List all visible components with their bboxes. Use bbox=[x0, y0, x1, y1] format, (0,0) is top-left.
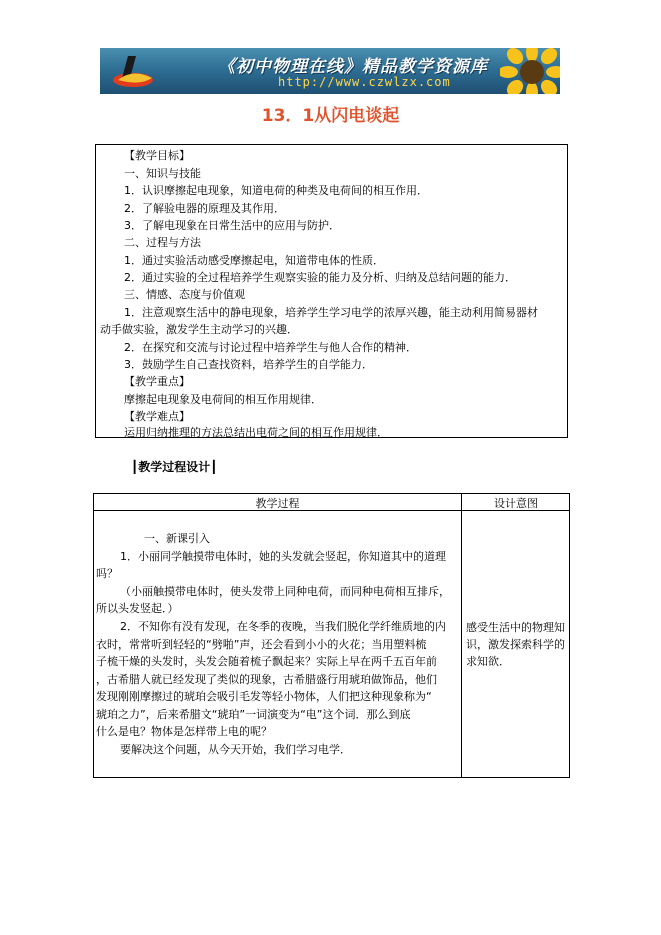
objective-line: 动手做实验，激发学生主动学习的兴趣． bbox=[100, 323, 298, 336]
process-line: 要解决这个问题，从今天开始，我们学习电学． bbox=[120, 743, 351, 756]
objective-line: 三、情感、态度与价值观 bbox=[124, 288, 245, 301]
process-line: 子梳干燥的头发时，头发会随着梳子飘起来？实际上早在两千五百年前 bbox=[96, 655, 437, 668]
objective-line: 2．通过实验的全过程培养学生观察实验的能力及分析、归纳及总结问题的能力． bbox=[124, 271, 516, 284]
objectives-heading: 【教学目标】 bbox=[124, 149, 190, 162]
process-line: 衣时，常常听到轻轻的“劈啪”声，还会看到小小的火花；当用塑料梳 bbox=[96, 638, 427, 651]
key-point-heading: 【教学重点】 bbox=[124, 375, 190, 388]
banner-title: 《初中物理在线》精品教学资源库 bbox=[218, 57, 488, 77]
section-heading: ┃教学过程设计┃ bbox=[131, 460, 218, 474]
process-line: 2．不知你有没有发现，在冬季的夜晚，当我们脱化学纤维质地的内 bbox=[120, 620, 446, 633]
objective-line: 2．在探究和交流与讨论过程中培养学生与他人合作的精神． bbox=[124, 341, 417, 354]
objective-line: 1．通过实验活动感受摩擦起电，知道带电体的性质． bbox=[124, 254, 384, 267]
objective-line: 3．了解电现象在日常生活中的应用与防护． bbox=[124, 219, 340, 232]
process-column-header: 教学过程 bbox=[255, 497, 300, 510]
sunflower-icon bbox=[500, 48, 560, 94]
document-title: 13．1从闪电谈起 bbox=[261, 106, 400, 126]
process-line: 所以头发竖起．） bbox=[96, 602, 179, 615]
design-intent-text: 感受生活中的物理知识，激发探索科学的求知欲． bbox=[466, 621, 565, 668]
process-line: 发现刚刚摩擦过的琥珀会吸引毛发等轻小物体，人们把这种现象称为“ bbox=[96, 690, 432, 703]
process-line: （小丽触摸带电体时，使头发带上同种电荷，而同种电荷相互排斥， bbox=[120, 585, 450, 598]
process-line: 1．小丽同学触摸带电体时，她的头发就会竖起，你知道其中的道理 bbox=[120, 550, 446, 563]
objective-line: 2．了解验电器的原理及其作用． bbox=[124, 202, 285, 215]
header-banner bbox=[100, 48, 560, 94]
objective-line: 3．鼓励学生自己查找资料，培养学生的自学能力． bbox=[124, 358, 373, 371]
logo-icon bbox=[110, 52, 156, 90]
intent-column-header: 设计意图 bbox=[494, 497, 538, 510]
key-point-text: 摩擦起电现象及电荷间的相互作用规律． bbox=[124, 393, 322, 406]
objective-line: 二、过程与方法 bbox=[124, 236, 201, 249]
objective-line: 一、知识与技能 bbox=[124, 167, 201, 180]
banner-url: http://www.czwlzx.com bbox=[278, 75, 451, 89]
column-divider bbox=[461, 494, 462, 777]
objective-line: 1．注意观察生活中的静电现象，培养学生学习电学的浓厚兴趣，能主动利用简易器材 bbox=[124, 306, 538, 319]
difficulty-text: 运用归纳推理的方法总结出电荷之间的相互作用规律． bbox=[124, 426, 388, 439]
process-line: 琥珀之力”，后来希腊文“琥珀”一词演变为“电”这个词．那么到底 bbox=[96, 708, 411, 721]
process-line: ，古希腊人就已经发现了类似的现象，古希腊盛行用琥珀做饰品，他们 bbox=[96, 673, 437, 686]
process-line: 吗？ bbox=[96, 567, 118, 580]
objectives-box bbox=[95, 144, 568, 438]
difficulty-heading: 【教学难点】 bbox=[124, 410, 190, 423]
process-table bbox=[93, 493, 570, 778]
process-line: 一、新课引入 bbox=[144, 532, 210, 545]
process-line: 什么是电？物体是怎样带上电的呢？ bbox=[96, 725, 272, 738]
objective-line: 1．认识摩擦起电现象，知道电荷的种类及电荷间的相互作用． bbox=[124, 184, 428, 197]
